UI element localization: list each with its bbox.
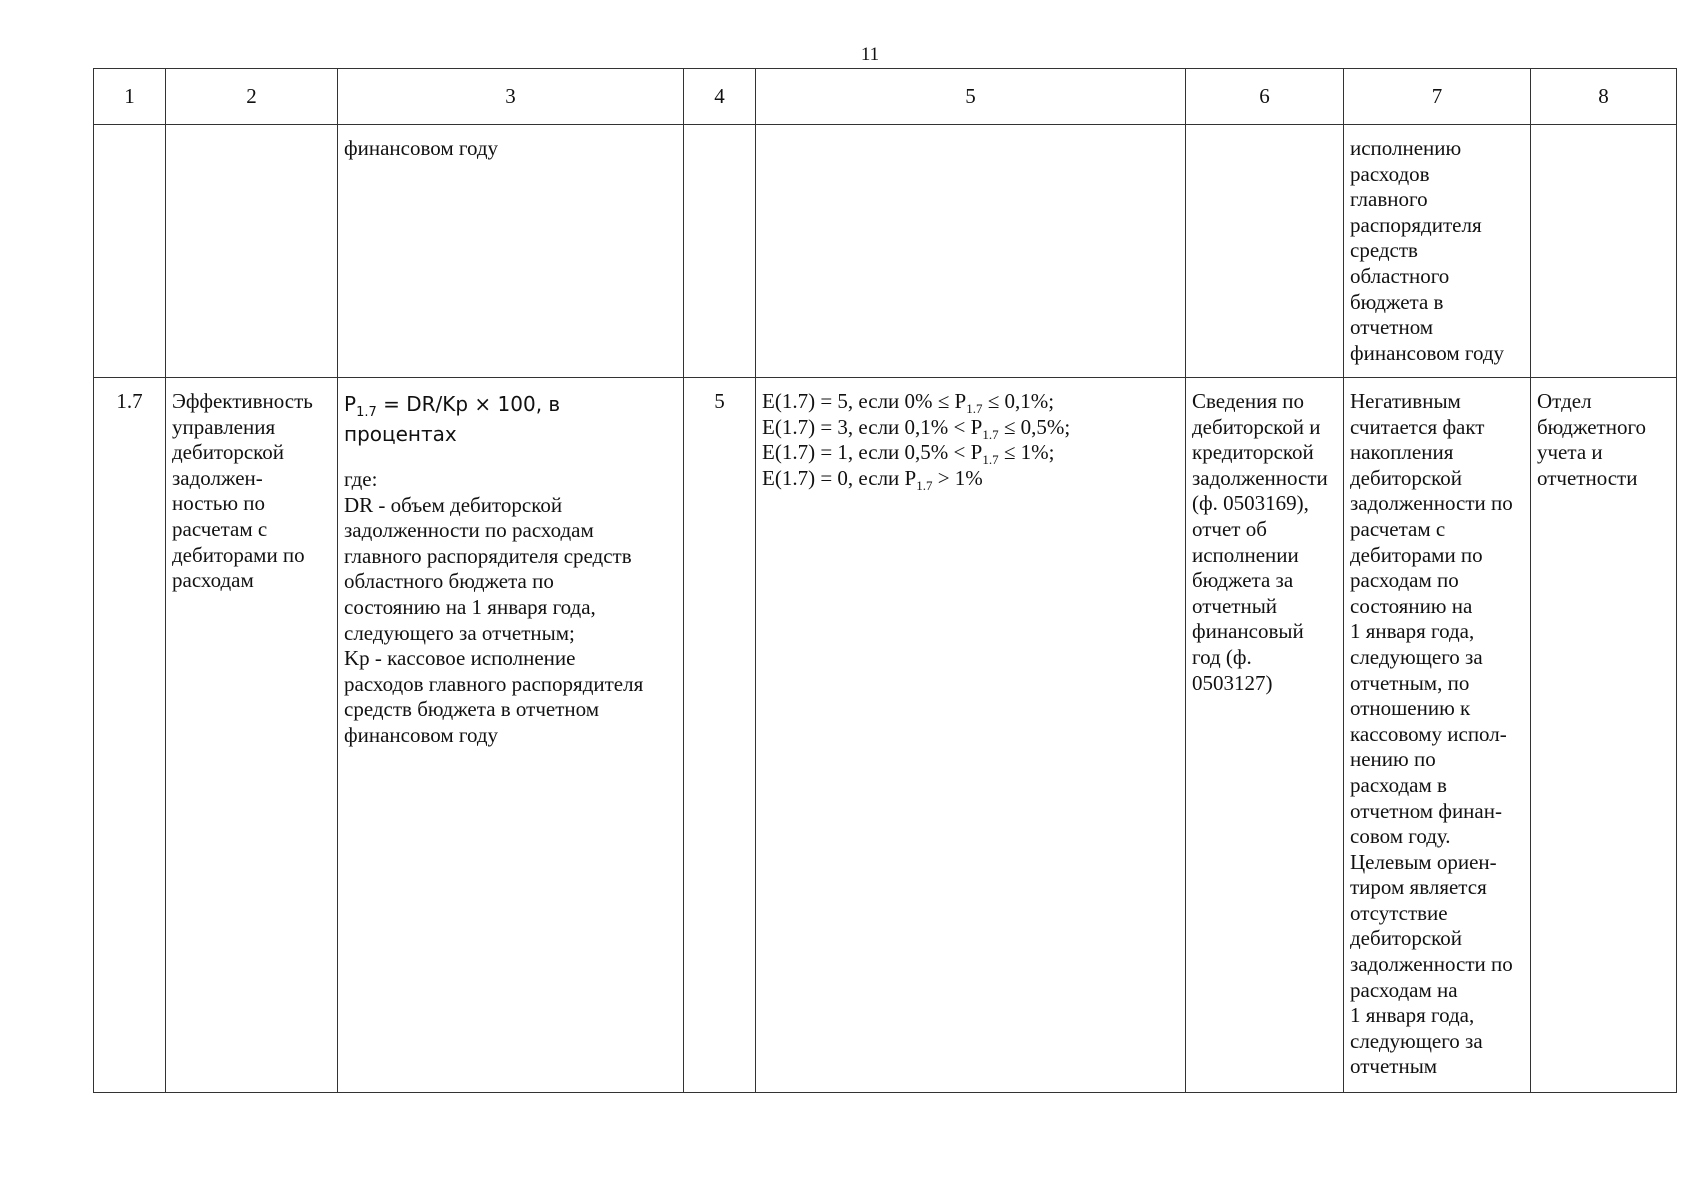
condition-line: E(1.7) = 1, если $0,5\% < P_{1.7} \le 1\%$; (762, 440, 1055, 468)
text-line: (ф. 0503169), (1192, 491, 1309, 516)
text-line: расходам (172, 568, 254, 593)
data-source (1186, 378, 1343, 696)
header-col-6: 6 (1186, 69, 1344, 125)
indicator-table (93, 68, 1677, 1093)
responsible-unit (1531, 378, 1676, 491)
text-line: исполнении (1192, 542, 1299, 567)
text-line: DR - объем дебиторской (344, 492, 563, 517)
formula-expression: = DR/Kp × 100, в (376, 392, 561, 416)
condition-line: E(1.7) = 5, если $0\% \le P_{1.7} \le 0,1\%$; (762, 389, 1055, 417)
header-col-8: 8 (1531, 69, 1677, 125)
row-number: 1.7 (116, 389, 143, 413)
header-col-5: 5 (756, 69, 1186, 125)
text-line: ностью по (172, 491, 266, 516)
text-line: главного (1350, 187, 1428, 212)
text-line: нению по (1350, 747, 1436, 772)
text-line: расходов главного распорядителя (344, 671, 644, 696)
text-line: отчетности (1537, 465, 1638, 490)
text-line: бюджета в (1350, 289, 1444, 314)
text-line: 0503127) (1192, 670, 1273, 695)
formula-block (338, 378, 683, 749)
comment (1344, 378, 1530, 1080)
text-line: Отдел (1537, 389, 1592, 413)
text-line: задолжен- (172, 465, 263, 490)
comment-cell (1344, 378, 1531, 1093)
text-line: состоянию на 1 января года, (344, 594, 596, 619)
text-line: отчетном финан- (1350, 798, 1502, 823)
cont-cell-7 (1344, 125, 1531, 378)
text-line: отчетный (1192, 593, 1278, 618)
header-col-3: 3 (338, 69, 684, 125)
text-line: следующего за отчетным; (344, 620, 575, 645)
max-score-cell (684, 378, 756, 1093)
text-line: главного распорядителя средств (344, 543, 632, 568)
text-line: областного бюджета по (344, 569, 554, 594)
cont-cell-8 (1531, 125, 1677, 378)
cont-formula-tail: финансовом году (344, 136, 499, 160)
text-line: отношению к (1350, 696, 1471, 721)
formula-line (344, 389, 677, 419)
text-line: отчетном (1350, 315, 1434, 340)
cont-cell-5 (756, 125, 1186, 378)
text-line: задолженности по (1350, 952, 1513, 977)
text-line: расходам по (1350, 568, 1459, 593)
formula (344, 389, 677, 449)
cont-cell-1 (94, 125, 166, 378)
text-line: отсутствие (1350, 900, 1448, 925)
page-number: 11 (860, 44, 880, 65)
text-line: финансовый (1192, 619, 1304, 644)
indicator-name-cell (166, 378, 338, 1093)
text-line: бюджета за (1192, 568, 1294, 593)
continuation-row (94, 125, 1677, 378)
text-line: Негативным (1350, 389, 1461, 413)
text-line: учета и (1537, 440, 1603, 465)
score-conditions-cell (756, 378, 1186, 1093)
text-line: следующего за (1350, 1028, 1483, 1053)
cont-cell-2 (166, 125, 338, 378)
text-line: дебиторами по (1350, 542, 1483, 567)
text-line: бюджетного (1537, 414, 1647, 439)
text-line: расходам в (1350, 772, 1447, 797)
text-line: отчетным, по (1350, 670, 1470, 695)
indicator-name (166, 378, 337, 594)
where-label: где: (344, 467, 378, 491)
text-line: средств бюджета в отчетном (344, 697, 600, 722)
indicator-row-1-7 (94, 378, 1677, 1093)
text-line: 1 января года, (1350, 1003, 1475, 1028)
text-line: расходам на (1350, 977, 1458, 1002)
text-line: 1 января года, (1350, 619, 1475, 644)
text-line: дебиторами по (172, 542, 305, 567)
text-line: считается факт (1350, 414, 1485, 439)
max-score: 5 (714, 389, 725, 413)
text-line: финансовом году (1350, 340, 1505, 365)
formula-cell (338, 378, 684, 1093)
text-line: исполнению (1350, 136, 1462, 160)
text-line: областного (1350, 263, 1450, 288)
header-col-7: 7 (1344, 69, 1531, 125)
text-line: распорядителя (1350, 212, 1482, 237)
condition-line: E(1.7) = 0, если $P_{1.7} > 1\%$ (762, 465, 983, 493)
cont-comment (1344, 125, 1530, 366)
text-line: тиром является (1350, 875, 1487, 900)
text-line: дебиторской (1350, 465, 1463, 490)
score-conditions (756, 378, 1185, 491)
text-line: задолженности по расходам (344, 518, 594, 543)
text-line: средств (1350, 238, 1418, 263)
text-line: кассовому испол- (1350, 721, 1507, 746)
text-line: задолженности по (1350, 491, 1513, 516)
text-line: управления (172, 414, 276, 439)
text-line: расчетам с (172, 516, 268, 541)
text-line: состоянию на (1350, 593, 1473, 618)
text-line: дебиторской и (1192, 414, 1321, 439)
text-line: год (ф. (1192, 644, 1252, 669)
text-line: финансовом году (344, 722, 499, 747)
text-line: накопления (1350, 440, 1454, 465)
header-col-1: 1 (94, 69, 166, 125)
text-line: кредиторской (1192, 440, 1314, 465)
header-row (94, 69, 1677, 125)
text-line: задолженности (1192, 465, 1328, 490)
formula-subscript: 1.7 (356, 405, 377, 420)
formula-symbol: P (344, 392, 357, 416)
responsible-cell (1531, 378, 1677, 1093)
cont-cell-4 (684, 125, 756, 378)
cont-cell-6 (1186, 125, 1344, 378)
text-line: дебиторской (172, 440, 285, 465)
condition-line: E(1.7) = 3, если $0,1\% < P_{1.7} \le 0,5\%$; (762, 414, 1071, 442)
text-line: дебиторской (1350, 926, 1463, 951)
text-line: отчет об (1192, 516, 1267, 541)
text-line: Целевым ориен- (1350, 849, 1497, 874)
row-number-cell (94, 378, 166, 1093)
formula-unit: процентах (344, 422, 457, 446)
cont-cell-3 (338, 125, 684, 378)
header-col-2: 2 (166, 69, 338, 125)
text-line: Эффективность (172, 389, 313, 413)
text-line: Сведения по (1192, 389, 1304, 413)
text-line: отчетным (1350, 1054, 1438, 1079)
header-col-4: 4 (684, 69, 756, 125)
text-line: Kp - кассовое исполнение (344, 646, 576, 671)
text-line: расходов (1350, 161, 1430, 186)
data-source-cell (1186, 378, 1344, 1093)
text-line: совом году. (1350, 824, 1451, 849)
text-line: следующего за (1350, 644, 1483, 669)
text-line: расчетам с (1350, 516, 1446, 541)
